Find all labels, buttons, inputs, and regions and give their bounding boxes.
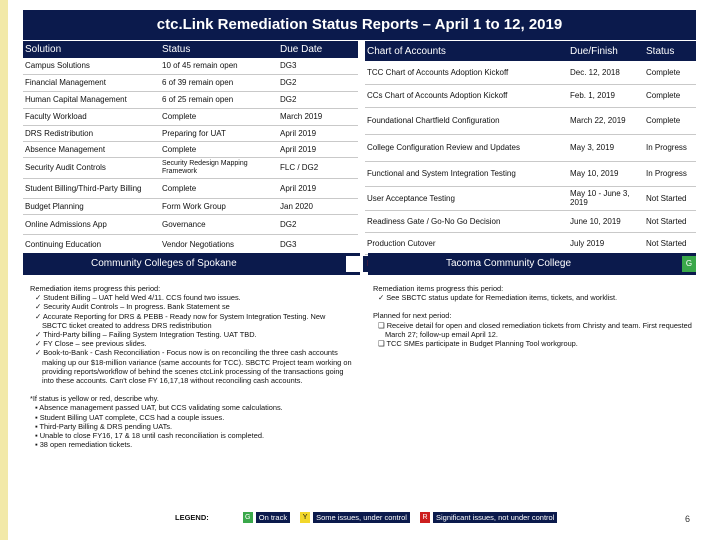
list-item: ▪ Student Billing UAT complete, CCS had a couple issues. xyxy=(35,412,225,422)
header-due-date: Due Date xyxy=(278,41,358,58)
list-item: ✓ FY Close – see previous slides. xyxy=(35,339,147,349)
cell-status: Not Started xyxy=(644,186,696,210)
cell-milestone: Readiness Gate / Go-No Go Decision xyxy=(365,210,568,232)
list-item: ▪ Absence management passed UAT, but CCS validating some calculations. xyxy=(35,403,283,413)
list-item: ▪ Third-Party Billing & DRS pending UATs. xyxy=(35,421,173,431)
legend-label: LEGEND: xyxy=(175,513,209,522)
cell-status: Complete xyxy=(160,108,278,125)
cell-status: Complete xyxy=(644,61,696,84)
solution-table xyxy=(23,41,358,256)
cell-due: April 2019 xyxy=(278,125,358,141)
cell-due: June 10, 2019 xyxy=(568,210,644,232)
cell-status: Preparing for UAT xyxy=(160,125,278,141)
cell-status: Complete xyxy=(644,84,696,107)
cell-solution: Online Admissions App xyxy=(23,214,160,234)
solution-table-header xyxy=(23,41,358,58)
cell-solution: Campus Solutions xyxy=(23,58,160,74)
legend-yellow-text: Some issues, under control xyxy=(313,512,410,523)
spokane-title: Community Colleges of Spokane xyxy=(91,258,237,269)
table-row xyxy=(23,198,358,214)
list-item: ▪ 38 open remediation tickets. xyxy=(35,440,133,450)
tacoma-title: Tacoma Community College xyxy=(446,258,572,269)
spokane-intro: Remediation items progress this period: xyxy=(30,284,161,293)
cell-due: DG2 xyxy=(278,214,358,234)
cell-due: April 2019 xyxy=(278,178,358,198)
table-row xyxy=(23,178,358,198)
tacoma-rag-indicator: G xyxy=(682,256,696,272)
cell-milestone: Functional and System Integration Testing xyxy=(365,161,568,186)
list-item: ✓ Third-Party billing – Failing System Integration Testing. UAT TBD. xyxy=(35,330,257,340)
cell-status: In Progress xyxy=(644,161,696,186)
table-row xyxy=(365,232,696,254)
cell-solution: Faculty Workload xyxy=(23,108,160,125)
cell-status: Security Redesign Mapping Framework xyxy=(160,157,278,178)
spokane-panel-body xyxy=(30,284,352,449)
cell-solution: Continuing Education xyxy=(23,234,160,255)
list-item: ✓ Student Billing – UAT held Wed 4/11. CCS found two issues. xyxy=(35,293,241,303)
table-row xyxy=(23,157,358,178)
cell-solution: Budget Planning xyxy=(23,198,160,214)
spokane-panel-header xyxy=(23,253,360,275)
table-row xyxy=(365,186,696,210)
cell-milestone: CCs Chart of Accounts Adoption Kickoff xyxy=(365,84,568,107)
coa-table-header xyxy=(365,41,696,61)
cell-milestone: Foundational Chartfield Configuration xyxy=(365,107,568,134)
list-item: ✓ Security Audit Controls – In progress. Bank Statement se xyxy=(35,302,230,312)
legend-green-text: On track xyxy=(256,512,290,523)
tacoma-intro: Remediation items progress this period: xyxy=(373,284,504,293)
cell-due: DG3 xyxy=(278,234,358,255)
cell-milestone: TCC Chart of Accounts Adoption Kickoff xyxy=(365,61,568,84)
tacoma-panel-header xyxy=(368,253,696,275)
table-row xyxy=(23,234,358,255)
cell-status: In Progress xyxy=(644,134,696,161)
header-solution: Solution xyxy=(23,41,160,58)
legend-green-box: G xyxy=(243,512,253,523)
header-chart-of-accounts: Chart of Accounts xyxy=(365,41,568,61)
cell-status: Vendor Negotiations xyxy=(160,234,278,255)
table-row xyxy=(365,161,696,186)
list-item: ▪ Unable to close FY16, 17 & 18 until cash reconciliation is completed. xyxy=(35,431,264,441)
table-row xyxy=(365,210,696,232)
list-item: ❑ TCC SMEs participate in Budget Planning Tool workgroup. xyxy=(378,339,578,349)
table-row xyxy=(23,108,358,125)
cell-due: Feb. 1, 2019 xyxy=(568,84,644,107)
cell-due: DG2 xyxy=(278,74,358,91)
cell-status: Form Work Group xyxy=(160,198,278,214)
cell-status: Complete xyxy=(644,107,696,134)
list-item: ✓ Accurate Reporting for DRS & PEBB - Ready now for System Integration Testing. New SBCTC ticket created to address DRS redistribution xyxy=(35,311,326,330)
cell-due: July 2019 xyxy=(568,232,644,254)
cell-milestone: College Configuration Review and Updates xyxy=(365,134,568,161)
page-title: ctc.Link Remediation Status Reports – April 1 to 12, 2019 xyxy=(23,10,696,40)
header-status: Status xyxy=(644,41,696,61)
table-row xyxy=(23,58,358,74)
cell-due: April 2019 xyxy=(278,141,358,157)
chart-of-accounts-table xyxy=(365,41,696,255)
legend xyxy=(175,512,567,523)
cell-status: Not Started xyxy=(644,210,696,232)
cell-status: Complete xyxy=(160,178,278,198)
cell-solution: Security Audit Controls xyxy=(23,157,160,178)
table-row xyxy=(365,134,696,161)
tacoma-panel-body xyxy=(373,284,695,348)
table-row xyxy=(23,125,358,141)
table-row xyxy=(23,74,358,91)
cell-due: DG3 xyxy=(278,58,358,74)
cell-due: May 10, 2019 xyxy=(568,161,644,186)
cell-solution: Financial Management xyxy=(23,74,160,91)
list-item: ✓ See SBCTC status update for Remediation items, tickets, and worklist. xyxy=(378,293,618,303)
legend-red-box: R xyxy=(420,512,430,523)
cell-due: March 2019 xyxy=(278,108,358,125)
cell-solution: Human Capital Management xyxy=(23,91,160,108)
table-row xyxy=(23,141,358,157)
table-row xyxy=(365,61,696,84)
cell-due: May 3, 2019 xyxy=(568,134,644,161)
cell-due: March 22, 2019 xyxy=(568,107,644,134)
cell-status: Complete xyxy=(160,141,278,157)
cell-due: DG2 xyxy=(278,91,358,108)
cell-solution: DRS Redistribution xyxy=(23,125,160,141)
cell-milestone: Production Cutover xyxy=(365,232,568,254)
cell-due: Jan 2020 xyxy=(278,198,358,214)
tacoma-planned-title: Planned for next period: xyxy=(373,311,452,321)
legend-red-text: Significant issues, not under control xyxy=(433,512,557,523)
cell-status: 10 of 45 remain open xyxy=(160,58,278,74)
cell-due: Dec. 12, 2018 xyxy=(568,61,644,84)
cell-status: Not Started xyxy=(644,232,696,254)
cell-status: 6 of 39 remain open xyxy=(160,74,278,91)
list-item: ✓ Book-to-Bank - Cash Reconciliation - Focus now is on reconciling the three cash accounts making up our $18-million variance (same accounts for TCC). SBCTC Project team working on providing reports/workflow of behind the scenes ctcLink processing of the transactions going into these accounts. Can't close FY 16,17,18 without reconciling cash accounts. xyxy=(35,348,352,386)
cell-due: FLC / DG2 xyxy=(278,157,358,178)
spokane-rag-background xyxy=(346,256,360,272)
cell-solution: Absence Management xyxy=(23,141,160,157)
cell-status: Governance xyxy=(160,214,278,234)
cell-status: 6 of 25 remain open xyxy=(160,91,278,108)
table-row xyxy=(23,214,358,234)
spokane-note: *If status is yellow or red, describe why. xyxy=(30,394,159,404)
table-row xyxy=(365,84,696,107)
header-due-finish: Due/Finish xyxy=(568,41,644,61)
list-item: ❑ Receive detail for open and closed remediation tickets from Christy and team. First requested March 27; follow-up email April 12. xyxy=(378,320,692,339)
legend-yellow-box: Y xyxy=(300,512,310,523)
table-row xyxy=(23,91,358,108)
cell-solution: Student Billing/Third-Party Billing xyxy=(23,178,160,198)
left-accent-bar xyxy=(0,0,8,540)
cell-due: May 10 - June 3, 2019 xyxy=(568,186,644,210)
cell-milestone: User Acceptance Testing xyxy=(365,186,568,210)
table-row xyxy=(365,107,696,134)
page-number: 6 xyxy=(684,514,690,524)
header-status: Status xyxy=(160,41,278,58)
